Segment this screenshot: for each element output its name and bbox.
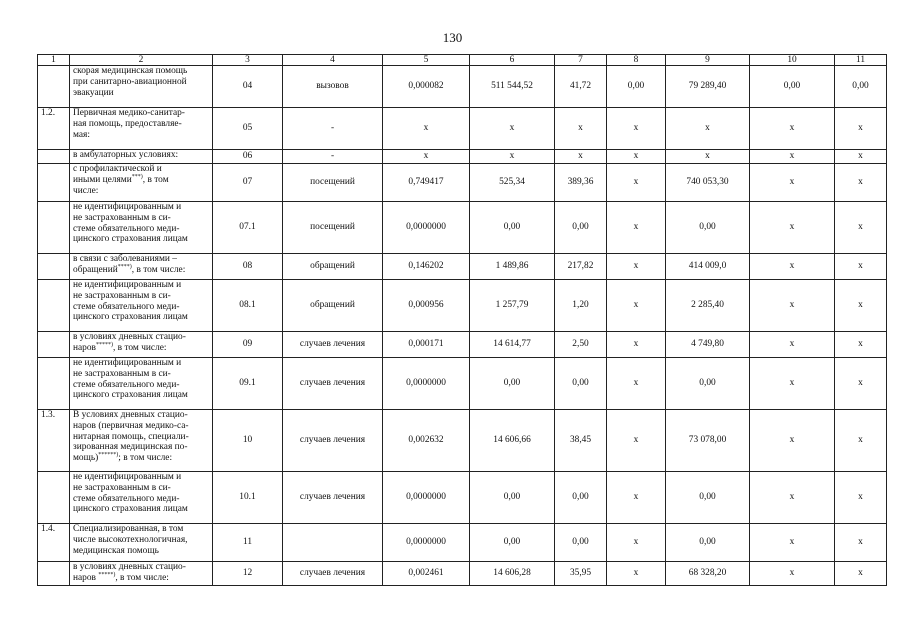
section-number-cell: [38, 358, 70, 410]
indicator-name-cell: в амбулаторных условиях:: [70, 150, 213, 164]
row-code-cell: 05: [213, 108, 283, 150]
value-cell-8: x: [607, 202, 666, 254]
value-cell-11: x: [835, 472, 887, 524]
value-cell-8: x: [607, 280, 666, 332]
value-cell-8: x: [607, 150, 666, 164]
page-number: 130: [442, 30, 463, 45]
unit-cell: [283, 524, 383, 562]
value-cell-8: x: [607, 524, 666, 562]
column-header: 5: [383, 55, 470, 66]
value-cell-6: 1 489,86: [470, 254, 555, 280]
value-cell-8: x: [607, 332, 666, 358]
indicator-name-cell: не идентифицированным и не застрахованным в си- стеме обязательного меди- цинского страхования лицам: [70, 358, 213, 410]
value-cell-8: x: [607, 410, 666, 472]
unit-cell: посещений: [283, 164, 383, 202]
row-code-cell: 08.1: [213, 280, 283, 332]
value-cell-9: 0,00: [666, 524, 750, 562]
value-cell-10: x: [750, 562, 835, 586]
table-row: [38, 332, 887, 358]
indicator-name-cell: не идентифицированным и не застрахованным в си- стеме обязательного меди- цинского страхования лицам: [70, 202, 213, 254]
value-cell-7: x: [555, 108, 607, 150]
value-cell-9: 4 749,80: [666, 332, 750, 358]
value-cell-10: 0,00: [750, 66, 835, 108]
value-cell-7: 35,95: [555, 562, 607, 586]
table-row: [38, 202, 887, 254]
row-code-cell: 12: [213, 562, 283, 586]
value-cell-6: 14 614,77: [470, 332, 555, 358]
indicator-name-cell: в условиях дневных стацио- наров *****), в том числе:: [70, 562, 213, 586]
table-row: [38, 410, 887, 472]
value-cell-5: x: [383, 150, 470, 164]
column-header: 4: [283, 55, 383, 66]
value-cell-5: 0,0000000: [383, 358, 470, 410]
value-cell-6: x: [470, 150, 555, 164]
unit-cell: случаев лечения: [283, 562, 383, 586]
value-cell-11: x: [835, 150, 887, 164]
value-cell-9: 0,00: [666, 472, 750, 524]
value-cell-11: x: [835, 254, 887, 280]
value-cell-5: 0,749417: [383, 164, 470, 202]
column-header: 8: [607, 55, 666, 66]
section-number-cell: [38, 472, 70, 524]
unit-cell: случаев лечения: [283, 472, 383, 524]
section-number-cell: 1.3.: [38, 410, 70, 472]
value-cell-6: 14 606,66: [470, 410, 555, 472]
unit-cell: -: [283, 150, 383, 164]
unit-cell: обращений: [283, 254, 383, 280]
value-cell-5: 0,000171: [383, 332, 470, 358]
value-cell-6: 0,00: [470, 524, 555, 562]
unit-cell: случаев лечения: [283, 358, 383, 410]
table-row: [38, 280, 887, 332]
section-number-cell: [38, 150, 70, 164]
row-code-cell: 07.1: [213, 202, 283, 254]
unit-cell: посещений: [283, 202, 383, 254]
row-code-cell: 10.1: [213, 472, 283, 524]
unit-cell: обращений: [283, 280, 383, 332]
indicator-name-cell: в связи с заболеваниями – обращений****), в том числе:: [70, 254, 213, 280]
value-cell-8: x: [607, 472, 666, 524]
value-cell-7: 217,82: [555, 254, 607, 280]
value-cell-7: x: [555, 150, 607, 164]
value-cell-6: 525,34: [470, 164, 555, 202]
row-code-cell: 10: [213, 410, 283, 472]
value-cell-10: x: [750, 150, 835, 164]
value-cell-7: 1,20: [555, 280, 607, 332]
value-cell-7: 0,00: [555, 472, 607, 524]
value-cell-5: 0,0000000: [383, 524, 470, 562]
value-cell-8: 0,00: [607, 66, 666, 108]
value-cell-6: 0,00: [470, 358, 555, 410]
indicator-name-cell: Специализированная, в том числе высокотехнологичная, медицинская помощь: [70, 524, 213, 562]
column-header: 11: [835, 55, 887, 66]
section-number-cell: [38, 332, 70, 358]
value-cell-8: x: [607, 108, 666, 150]
value-cell-7: 38,45: [555, 410, 607, 472]
value-cell-10: x: [750, 472, 835, 524]
value-cell-9: 414 009,0: [666, 254, 750, 280]
value-cell-9: x: [666, 150, 750, 164]
section-number-cell: 1.4.: [38, 524, 70, 562]
value-cell-10: x: [750, 202, 835, 254]
value-cell-10: x: [750, 108, 835, 150]
value-cell-9: x: [666, 108, 750, 150]
unit-cell: случаев лечения: [283, 410, 383, 472]
indicator-name-cell: в условиях дневных стацио- наров*****), в том числе:: [70, 332, 213, 358]
unit-cell: -: [283, 108, 383, 150]
value-cell-10: x: [750, 358, 835, 410]
value-cell-11: x: [835, 524, 887, 562]
value-cell-11: x: [835, 332, 887, 358]
unit-cell: случаев лечения: [283, 332, 383, 358]
indicator-name-cell: с профилактической и иными целями***), в том числе:: [70, 164, 213, 202]
section-number-cell: [38, 202, 70, 254]
section-number-cell: [38, 280, 70, 332]
table-row: [38, 358, 887, 410]
column-header: 7: [555, 55, 607, 66]
value-cell-5: 0,000956: [383, 280, 470, 332]
section-number-cell: [38, 66, 70, 108]
value-cell-9: 2 285,40: [666, 280, 750, 332]
value-cell-5: 0,0000000: [383, 472, 470, 524]
value-cell-8: x: [607, 164, 666, 202]
value-cell-8: x: [607, 562, 666, 586]
section-number-cell: [38, 254, 70, 280]
value-cell-9: 0,00: [666, 202, 750, 254]
value-cell-8: x: [607, 254, 666, 280]
value-cell-6: 14 606,28: [470, 562, 555, 586]
value-cell-7: 0,00: [555, 524, 607, 562]
value-cell-11: x: [835, 358, 887, 410]
indicator-name-cell: скорая медицинская помощь при санитарно-авиационной эвакуации: [70, 66, 213, 108]
value-cell-8: x: [607, 358, 666, 410]
value-cell-9: 0,00: [666, 358, 750, 410]
value-cell-9: 79 289,40: [666, 66, 750, 108]
value-cell-5: 0,002461: [383, 562, 470, 586]
column-header: 3: [213, 55, 283, 66]
value-cell-6: 511 544,52: [470, 66, 555, 108]
value-cell-6: 1 257,79: [470, 280, 555, 332]
value-cell-11: x: [835, 164, 887, 202]
table-row: [38, 472, 887, 524]
indicator-name-cell: Первичная медико-санитар- ная помощь, предоставляе- мая:: [70, 108, 213, 150]
value-cell-5: 0,002632: [383, 410, 470, 472]
header-row: [38, 55, 887, 66]
table-row: [38, 524, 887, 562]
value-cell-7: 2,50: [555, 332, 607, 358]
column-header: 1: [38, 55, 70, 66]
value-cell-9: 740 053,30: [666, 164, 750, 202]
value-cell-10: x: [750, 332, 835, 358]
value-cell-11: x: [835, 280, 887, 332]
value-cell-5: 0,0000000: [383, 202, 470, 254]
value-cell-6: 0,00: [470, 472, 555, 524]
section-number-cell: [38, 562, 70, 586]
value-cell-11: x: [835, 202, 887, 254]
value-cell-7: 389,36: [555, 164, 607, 202]
value-cell-5: 0,146202: [383, 254, 470, 280]
column-header: 2: [70, 55, 213, 66]
row-code-cell: 07: [213, 164, 283, 202]
value-cell-11: x: [835, 562, 887, 586]
value-cell-7: 0,00: [555, 358, 607, 410]
value-cell-10: x: [750, 410, 835, 472]
value-cell-10: x: [750, 280, 835, 332]
value-cell-7: 0,00: [555, 202, 607, 254]
value-cell-11: x: [835, 410, 887, 472]
value-cell-6: x: [470, 108, 555, 150]
value-cell-9: 68 328,20: [666, 562, 750, 586]
indicator-name-cell: не идентифицированным и не застрахованным в си- стеме обязательного меди- цинского страхования лицам: [70, 472, 213, 524]
unit-cell: вызовов: [283, 66, 383, 108]
row-code-cell: 08: [213, 254, 283, 280]
table-row: [38, 254, 887, 280]
column-header: 6: [470, 55, 555, 66]
value-cell-9: 73 078,00: [666, 410, 750, 472]
table-row: [38, 164, 887, 202]
table-row: [38, 562, 887, 586]
value-cell-7: 41,72: [555, 66, 607, 108]
row-code-cell: 09.1: [213, 358, 283, 410]
row-code-cell: 09: [213, 332, 283, 358]
value-cell-10: x: [750, 524, 835, 562]
value-cell-11: x: [835, 108, 887, 150]
value-cell-5: 0,000082: [383, 66, 470, 108]
column-header: 10: [750, 55, 835, 66]
value-cell-10: x: [750, 254, 835, 280]
column-header: 9: [666, 55, 750, 66]
section-number-cell: [38, 164, 70, 202]
table-row: [38, 66, 887, 108]
row-code-cell: 11: [213, 524, 283, 562]
table-row: [38, 150, 887, 164]
row-code-cell: 06: [213, 150, 283, 164]
value-cell-10: x: [750, 164, 835, 202]
value-cell-6: 0,00: [470, 202, 555, 254]
indicator-name-cell: не идентифицированным и не застрахованным в си- стеме обязательного меди- цинского страхования лицам: [70, 280, 213, 332]
table-row: [38, 108, 887, 150]
value-cell-5: x: [383, 108, 470, 150]
indicator-name-cell: В условиях дневных стацио- наров (первичная медико-са- нитарная помощь, специали- зированная медицинская по- мощь)******); в том числе:: [70, 410, 213, 472]
section-number-cell: 1.2.: [38, 108, 70, 150]
value-cell-11: 0,00: [835, 66, 887, 108]
data-table: [37, 54, 887, 586]
row-code-cell: 04: [213, 66, 283, 108]
